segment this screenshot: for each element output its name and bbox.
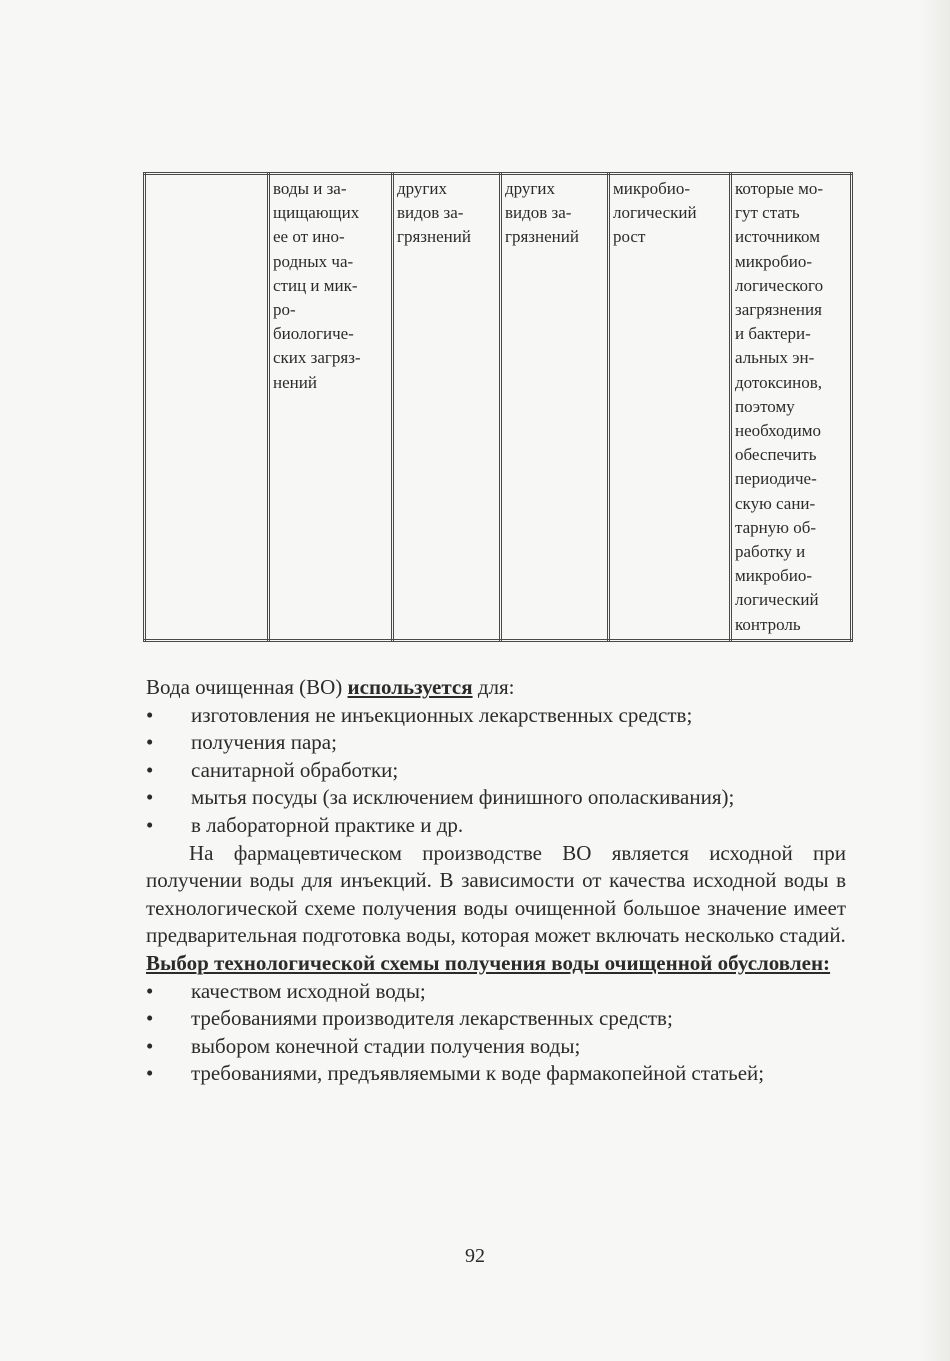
section-heading: Выбор технологической схемы получения воды очищенной обусловлен:: [146, 950, 831, 975]
list-item: • качеством исходной воды;: [146, 978, 846, 1006]
list-item: • требованиями, предъявляемыми к воде фармакопейной статьей;: [146, 1060, 846, 1088]
table-cell: которые мо- гут стать источником микробио- логического загрязнения и бактери- альных эн- дотоксинов, поэтому необходимо обеспечить периодиче- скую сани- тарную об- работку и микробио- логический контроль: [731, 174, 852, 641]
list-item: • в лабораторной практике и др.: [146, 812, 846, 840]
list-item: • выбором конечной стадии получения воды;: [146, 1033, 846, 1061]
usage-list: [146, 702, 846, 840]
list-item: • получения пара;: [146, 729, 846, 757]
table-cell: [145, 174, 269, 641]
page-edge-shadow: [920, 0, 950, 1361]
list-item: • требованиями производителя лекарственных средств;: [146, 1005, 846, 1033]
usage-lead-end: для:: [472, 675, 515, 699]
list-item: • мытья посуды (за исключением финишного ополаскивания);: [146, 784, 846, 812]
table-cell: воды и за- щищающих ее от ино- родных ча- стиц и мик- ро- биологиче- ских загряз- нений: [269, 174, 393, 641]
list-item: • санитарной обработки;: [146, 757, 846, 785]
usage-lead-emphasis: используется: [347, 675, 473, 699]
usage-lead-start: Вода очищенная (ВО): [146, 675, 348, 699]
table-cell: микробио- логический рост: [609, 174, 731, 641]
list-item: • изготовления не инъекционных лекарственных средств;: [146, 702, 846, 730]
conditions-list: [146, 978, 846, 1088]
page-number: 92: [465, 1245, 485, 1267]
body-text: [146, 674, 846, 1088]
table-row: [145, 174, 852, 641]
table-cell: других видов за- грязнений: [393, 174, 501, 641]
body-paragraph: На фармацевтическом производстве ВО является исходной при получении воды для инъекций. В зависимости от качества исходной воды в технологической схеме получения воды очищенной большое значение имеет предварительная подготовка воды, которая может включать несколько стадий.: [146, 840, 846, 948]
continuation-table: [143, 172, 853, 642]
usage-lead: [146, 674, 846, 702]
table-cell: других видов за- грязнений: [501, 174, 609, 641]
